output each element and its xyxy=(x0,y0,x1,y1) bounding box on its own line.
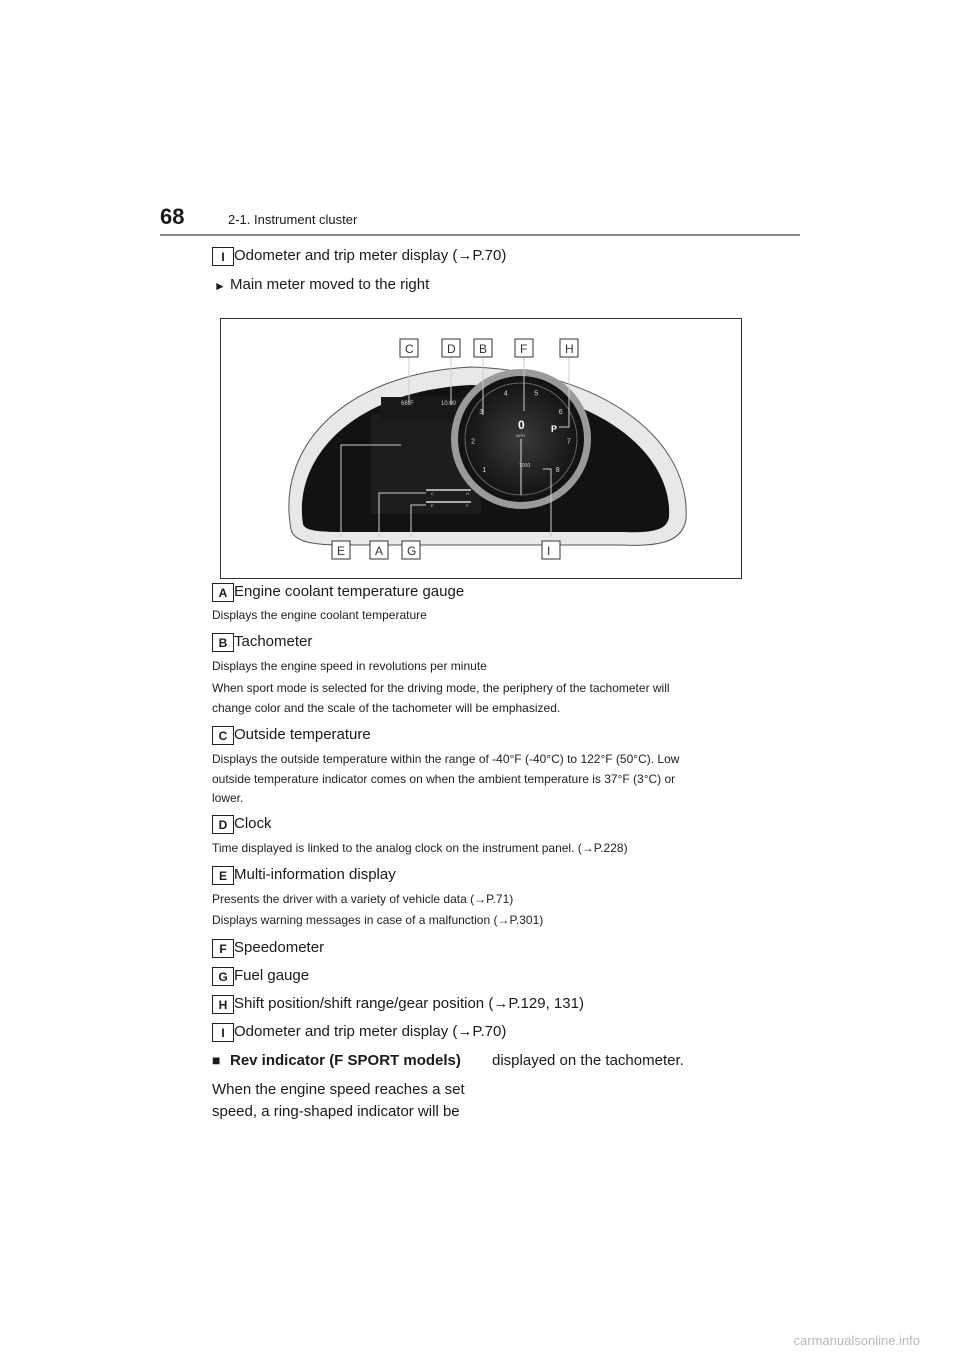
callout-label: A xyxy=(375,544,384,558)
item-description: Displays the outside temperature within the range of -40°F (-40°C) to 122°F (50°C). Low xyxy=(212,752,680,766)
instrument-cluster-figure xyxy=(220,318,742,579)
watermark: carmanualsonline.info xyxy=(793,1333,920,1348)
callout-badge: H xyxy=(212,995,234,1014)
item-description: Presents the driver with a variety of vehicle data (→P.71) xyxy=(212,892,514,906)
callout-label: H xyxy=(565,342,574,356)
item-description: Displays warning messages in case of a malfunction (→P.301) xyxy=(212,913,544,927)
callout-label: F xyxy=(520,342,528,356)
callout-badge: A xyxy=(212,583,234,602)
tach-number: 6 xyxy=(558,409,563,416)
temp-readout: 68°F xyxy=(401,401,414,407)
subheading: Main meter moved to the right xyxy=(230,276,430,293)
triangle-bullet-icon: ► xyxy=(214,279,226,293)
speed-unit: MPH xyxy=(516,433,525,438)
fuel-low-label: E xyxy=(431,503,434,508)
rev-text-line2: speed, a ring-shaped indicator will be xyxy=(212,1103,460,1120)
tach-number: 8 xyxy=(555,466,560,474)
fuel-high-label: F xyxy=(466,503,469,508)
tach-number: 5 xyxy=(534,390,539,398)
odometer-readout: 1000 xyxy=(519,463,531,469)
tach-number: 3 xyxy=(479,409,484,416)
item-title: Odometer and trip meter display (→P.70) xyxy=(234,1023,507,1040)
item-description: change color and the scale of the tachometer will be emphasized. xyxy=(212,701,561,715)
callout-badge: E xyxy=(212,866,234,885)
callout-label: E xyxy=(337,544,346,558)
item-title: Engine coolant temperature gauge xyxy=(234,583,465,600)
rev-heading: Rev indicator (F SPORT models) xyxy=(230,1052,461,1069)
item-description: When sport mode is selected for the driving mode, the periphery of the tachometer will xyxy=(212,681,670,695)
callout-label: C xyxy=(405,342,414,356)
rev-text-right: displayed on the tachometer. xyxy=(492,1052,684,1069)
tach-number: 1 xyxy=(482,466,487,474)
item-title: Speedometer xyxy=(234,939,325,956)
header-rule xyxy=(160,234,800,236)
item-title: Multi-information display xyxy=(234,866,396,883)
clock-readout: 10:00 xyxy=(441,401,457,407)
callout-badge: F xyxy=(212,939,234,958)
callout-badge: I xyxy=(212,247,234,266)
callout-badge: B xyxy=(212,633,234,652)
temp-high-label: H xyxy=(466,491,469,496)
tach-number: 2 xyxy=(471,438,476,446)
section-title: 2-1. Instrument cluster xyxy=(228,212,358,227)
item-title: Shift position/shift range/gear position (→P.129, 131) xyxy=(234,995,584,1012)
item-title: Odometer and trip meter display (→P.70) xyxy=(234,247,507,264)
callout-label: D xyxy=(447,342,456,356)
item-title: Outside temperature xyxy=(234,726,371,743)
rev-text-line1: When the engine speed reaches a set xyxy=(212,1081,465,1098)
item-title: Tachometer xyxy=(234,633,313,650)
speed-readout: 0 xyxy=(518,418,525,432)
item-description: lower. xyxy=(212,791,244,805)
square-bullet-icon: ■ xyxy=(212,1052,221,1068)
callout-box xyxy=(542,541,560,559)
callout-label: B xyxy=(479,342,488,356)
cluster-illustration xyxy=(221,319,741,578)
temp-low-label: C xyxy=(431,491,434,496)
item-title: Clock xyxy=(234,815,272,832)
item-description: outside temperature indicator comes on when the ambient temperature is 37°F (3°C) or xyxy=(212,772,676,786)
callout-badge: D xyxy=(212,815,234,834)
callout-badge: C xyxy=(212,726,234,745)
item-description: Displays the engine speed in revolutions per minute xyxy=(212,659,487,673)
callout-badge: G xyxy=(212,967,234,986)
page-number: 68 xyxy=(160,204,185,229)
tach-number: 7 xyxy=(566,438,571,446)
item-description: Displays the engine coolant temperature xyxy=(212,608,427,622)
callouts-top xyxy=(400,339,578,357)
callout-label: I xyxy=(547,544,551,558)
item-title: Fuel gauge xyxy=(234,967,310,984)
callout-label: G xyxy=(407,544,417,558)
callout-badge: I xyxy=(212,1023,234,1042)
item-description: Time displayed is linked to the analog clock on the instrument panel. (→P.228) xyxy=(212,841,628,855)
gear-readout: P xyxy=(551,424,558,434)
tach-number: 4 xyxy=(503,390,508,398)
